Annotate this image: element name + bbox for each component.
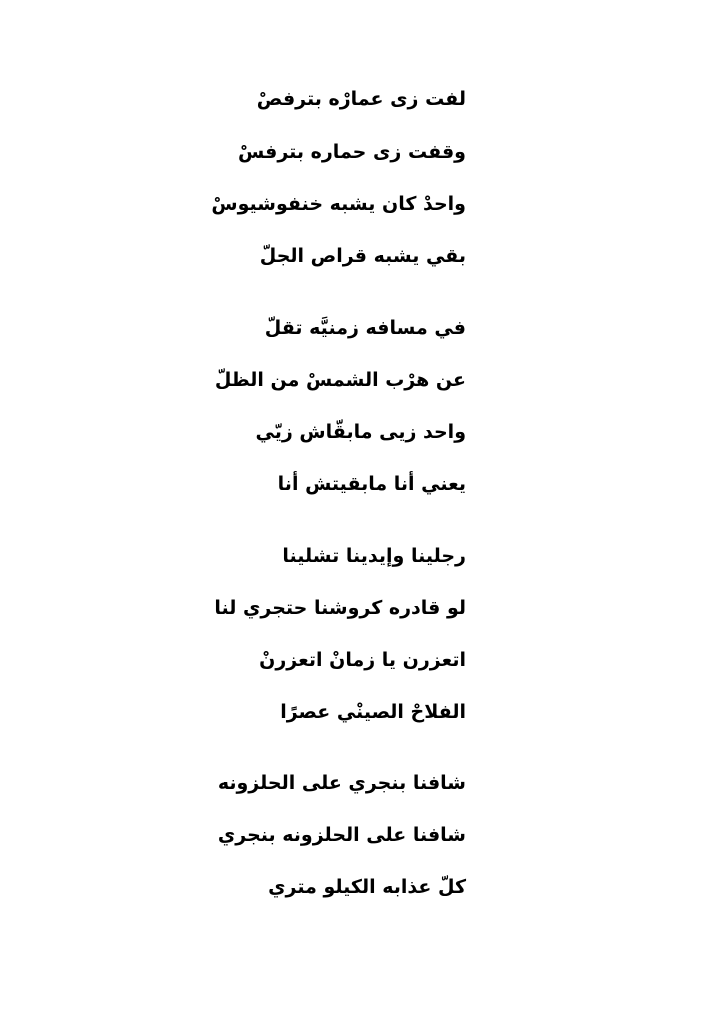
poem-line: واحد زيى مابقّاش زيّي <box>255 421 466 443</box>
poem-line: يعني أنا مابقيتش أنا <box>277 473 466 495</box>
poem-line: رجلينا وإيدينا تشلينا <box>282 545 466 567</box>
poem-line: لفت زى عمارْه بترفصْ <box>256 88 466 110</box>
poem-line: بقي يشبه قراص الجلّ <box>259 245 466 267</box>
poem-line: شافنا على الحلزونه بنجري <box>217 824 466 846</box>
poem-line: وقفت زى حماره بترفسْ <box>238 141 466 163</box>
poem-line: كلّ عذابه الكيلو متري <box>268 876 466 898</box>
poem-line: عن هرْب الشمسْ من الظلّ <box>214 369 466 391</box>
poem-line: الفلاحْ الصينْي عصرًا <box>280 701 466 723</box>
poem-line: اتعزرن يا زمانْ اتعزرنْ <box>259 649 466 671</box>
poem-line: لو قادره كروشنا حتجري لنا <box>214 597 466 619</box>
poem-line: واحدْ كان يشبه خنفوشيوسْ <box>211 193 466 215</box>
poem-line: في مسافه زمنيَّه تقلّ <box>264 317 466 339</box>
poem-line: شافنا بنجري على الحلزونه <box>217 772 466 794</box>
